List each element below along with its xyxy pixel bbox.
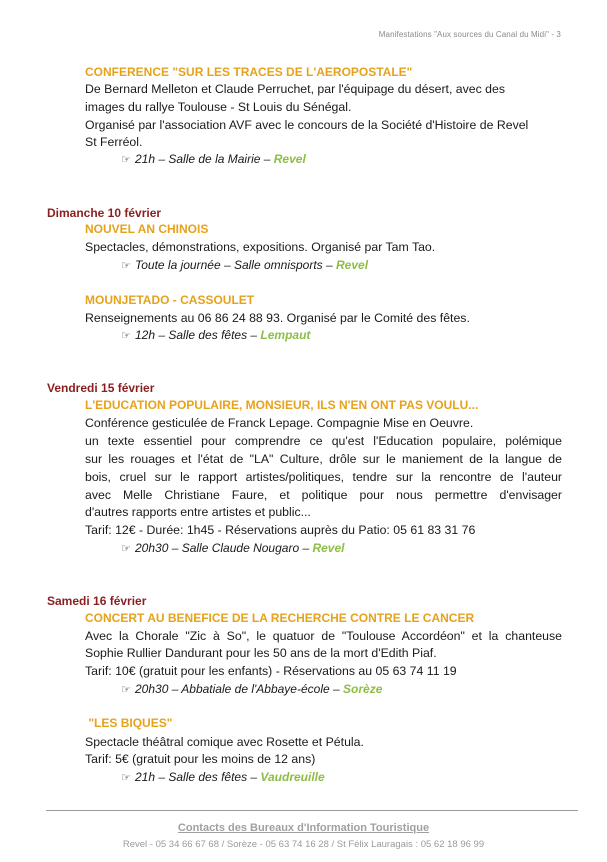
event-text: Organisé par l'association AVF avec le concours de la Société d'Histoire de Revel	[85, 118, 529, 132]
event-town: Vaudreuille	[260, 770, 325, 784]
event-location: ☞ 20h30 – Abbatiale de l'Abbaye-école – Sorèze	[121, 682, 383, 696]
event-text: d'autres rapports entre artistes et public...	[85, 505, 311, 519]
event-town: Revel	[273, 152, 306, 166]
event-title: NOUVEL AN CHINOIS	[85, 222, 209, 236]
event-location: ☞ Toute la journée – Salle omnisports – Revel	[121, 258, 369, 272]
event-location: ☞ 20h30 – Salle Claude Nougaro – Revel	[121, 541, 345, 555]
pointing-hand-icon: ☞	[121, 330, 131, 342]
event-text: bois, cruel sur le rapport artistes/politiques, tendre sur la rencontre de l'auteur	[85, 470, 562, 484]
event-text: Spectacles, démonstrations, expositions. Organisé par Tam Tao.	[85, 240, 436, 254]
event-town: Revel	[336, 258, 369, 272]
footer-divider	[46, 810, 578, 811]
event-title: CONCERT AU BENEFICE DE LA RECHERCHE CONTRE LE CANCER	[85, 611, 475, 625]
event-title: L'EDUCATION POPULAIRE, MONSIEUR, ILS N'EN ONT PAS VOULU...	[85, 398, 479, 412]
event-text: Tarif: 5€ (gratuit pour les moins de 12 ans)	[85, 752, 316, 766]
footer-title: Contacts des Bureaux d'Information Touristique	[177, 822, 430, 834]
pointing-hand-icon: ☞	[121, 772, 131, 784]
page-header: Manifestations "Aux sources du Canal du Midi" - 3	[378, 30, 561, 39]
event-location: ☞ 12h – Salle des fêtes – Lempaut	[121, 328, 311, 342]
event-location: ☞ 21h – Salle de la Mairie – Revel	[121, 152, 306, 166]
event-text: Sophie Rullier Dandurant pour les 50 ans de la mort d'Edith Piaf.	[85, 646, 437, 660]
event-text: Renseignements au 06 86 24 88 93. Organisé par le Comité des fêtes.	[85, 311, 470, 325]
event-title: MOUNJETADO - CASSOULET	[85, 293, 255, 307]
event-text: Avec la Chorale "Zic à So", le quatuor de "Toulouse Accordéon" et la chanteuse	[85, 629, 562, 643]
event-day: Dimanche 10 février	[47, 206, 162, 220]
event-text: St Ferréol.	[85, 135, 143, 149]
event-town: Lempaut	[260, 328, 311, 342]
event-text: Conférence gesticulée de Franck Lepage. Compagnie Mise en Oeuvre.	[85, 416, 474, 430]
pointing-hand-icon: ☞	[121, 154, 131, 166]
pointing-hand-icon: ☞	[121, 684, 131, 696]
event-text: avec Melle Christiane Faure, et politique pour nous permettre d'envisager	[85, 488, 562, 502]
event-day: Samedi 16 février	[47, 594, 147, 608]
event-text: images du rallye Toulouse - St Louis du Sénégal.	[85, 100, 352, 114]
event-town: Sorèze	[343, 682, 383, 696]
pointing-hand-icon: ☞	[121, 543, 131, 555]
event-text: De Bernard Melleton et Claude Perruchet, par l'équipage du désert, avec des	[85, 82, 506, 96]
event-text: Spectacle théâtral comique avec Rosette et Pétula.	[85, 735, 364, 749]
event-location: ☞ 21h – Salle des fêtes – Vaudreuille	[121, 770, 325, 784]
pointing-hand-icon: ☞	[121, 260, 131, 272]
event-text: sur les rouages et l'état de "LA" Culture, drôle sur le maniement de la langue de	[85, 452, 562, 466]
event-text: un texte essentiel pour comprendre ce qu'est l'Education populaire, polémique	[85, 434, 562, 448]
event-title: CONFERENCE "SUR LES TRACES DE L'AEROPOSTALE"	[85, 65, 413, 79]
event-text: Tarif: 12€ - Durée: 1h45 - Réservations auprès du Patio: 05 61 83 31 76	[85, 523, 476, 537]
event-title: "LES BIQUES"	[85, 716, 173, 730]
event-text: Tarif: 10€ (gratuit pour les enfants) - Réservations au 05 63 74 11 19	[85, 664, 457, 678]
event-town: Revel	[312, 541, 345, 555]
footer-contacts: Revel - 05 34 66 67 68 / Sorèze - 05 63 74 16 28 / St Félix Lauragais : 05 62 18 96 99	[122, 839, 485, 850]
event-day: Vendredi 15 février	[47, 381, 155, 395]
